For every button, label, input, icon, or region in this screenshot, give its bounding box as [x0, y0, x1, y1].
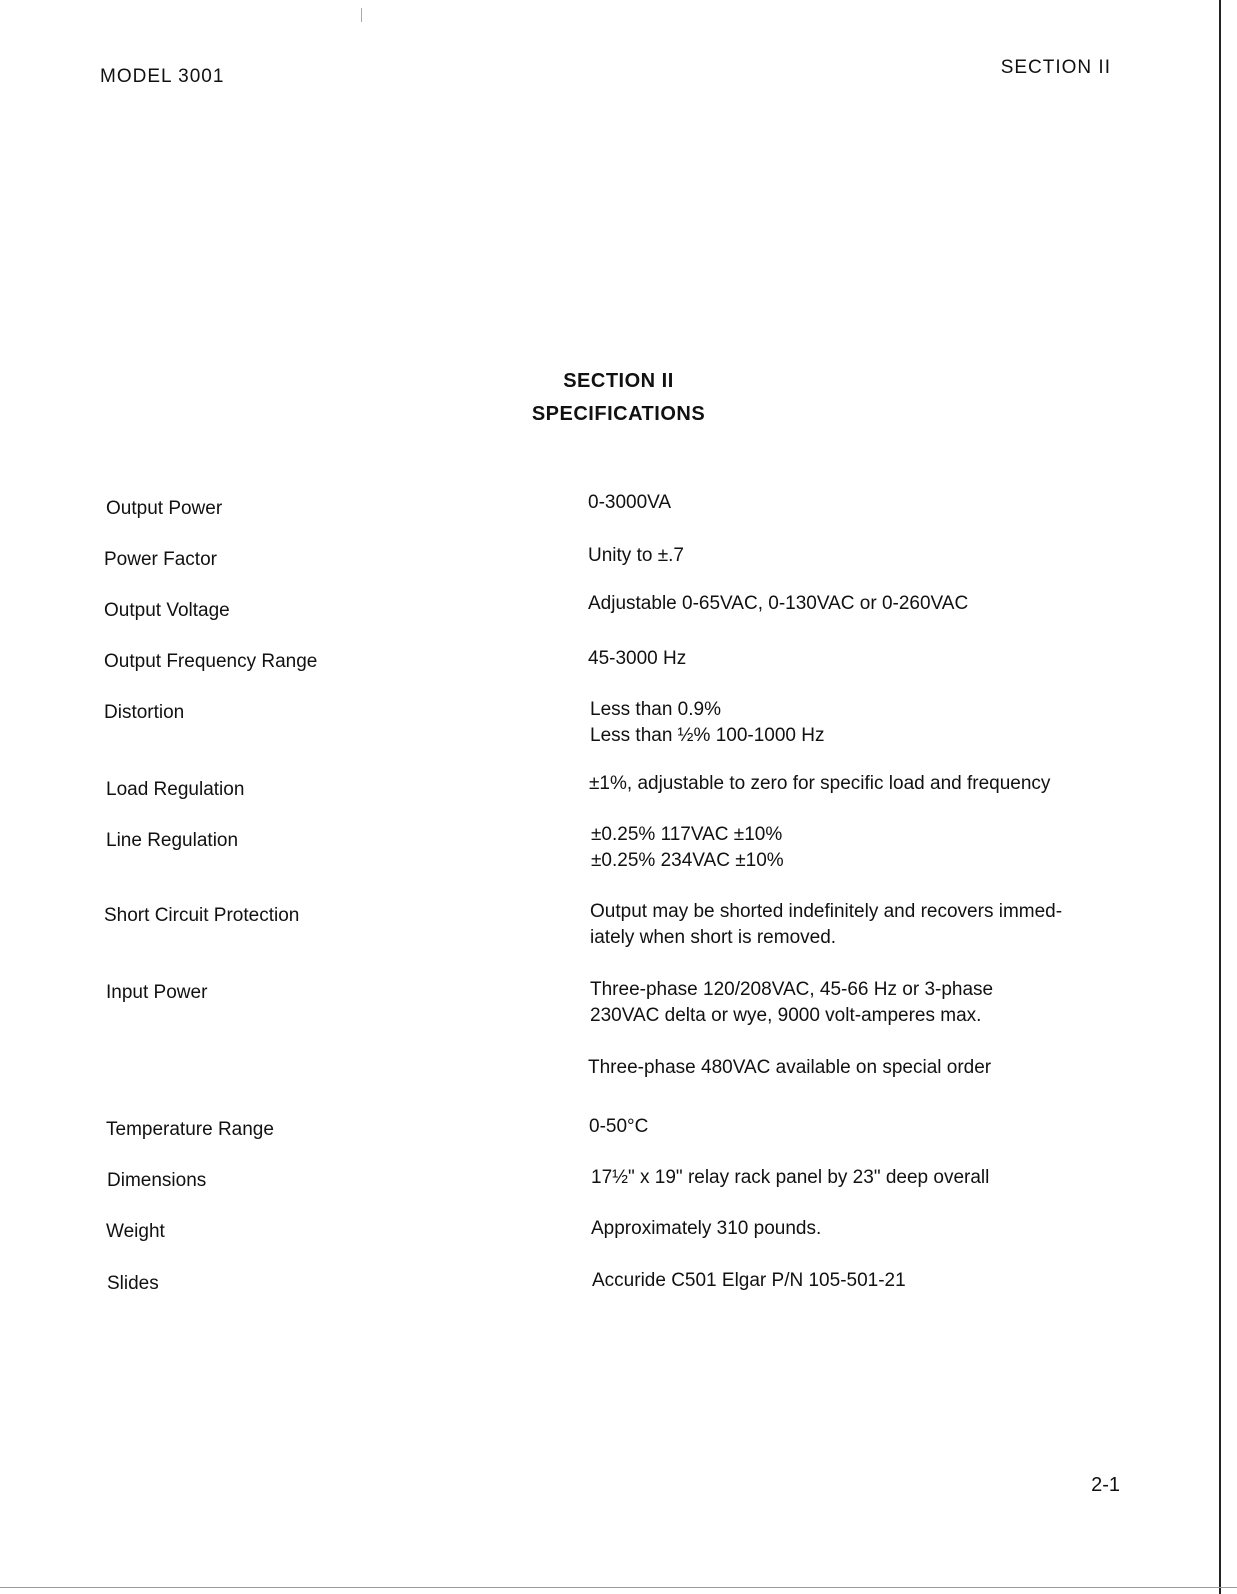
spec-label: Distortion — [104, 702, 185, 723]
page-edge-bottom — [0, 1587, 1237, 1588]
spec-value-line: ±1%, adjustable to zero for specific load and frequency — [589, 773, 1051, 794]
spec-value — [588, 490, 1148, 516]
spec-value-line: 0-3000VA — [588, 492, 672, 513]
spec-value-line: Less than ½% 100-1000 Hz — [590, 725, 825, 746]
spec-label: Slides — [107, 1273, 159, 1294]
spec-value-line: ±0.25% 234VAC ±10% — [591, 850, 784, 871]
header-model: MODEL 3001 — [100, 66, 225, 87]
spec-label: Temperature Range — [106, 1119, 274, 1140]
section-title: SECTION II — [563, 370, 674, 392]
spec-value — [590, 977, 1150, 1029]
spec-value-line: iately when short is removed. — [590, 927, 837, 948]
spec-value-line: Three-phase 120/208VAC, 45-66 Hz or 3-phase — [590, 979, 994, 1000]
spec-value — [588, 543, 1148, 569]
spec-label: Output Voltage — [104, 600, 230, 621]
spec-value — [590, 697, 1150, 749]
spec-value — [591, 822, 1151, 874]
page-number: 2-1 — [1091, 1474, 1120, 1496]
spec-value — [590, 899, 1150, 951]
spec-label: Output Frequency Range — [104, 651, 318, 672]
spec-value-line: 0-50°C — [589, 1116, 649, 1137]
spec-label: Weight — [106, 1221, 165, 1242]
spec-value — [589, 771, 1149, 797]
spec-value-line: Approximately 310 pounds. — [591, 1218, 822, 1239]
spec-label: Line Regulation — [106, 830, 239, 851]
header-section: SECTION II — [1000, 57, 1111, 78]
spec-value — [591, 1165, 1151, 1191]
spec-value-line: Three-phase 480VAC available on special order — [588, 1057, 992, 1078]
spec-value-line: 17½" x 19" relay rack panel by 23" deep overall — [591, 1167, 990, 1188]
spec-value — [588, 1055, 1148, 1081]
page-edge-right — [1219, 0, 1221, 1594]
spec-value-line: 45-3000 Hz — [588, 648, 687, 669]
spec-value-line: Adjustable 0-65VAC, 0-130VAC or 0-260VAC — [588, 593, 969, 614]
spec-value — [588, 591, 1148, 617]
spec-label: Input Power — [106, 982, 208, 1003]
section-subtitle: SPECIFICATIONS — [531, 403, 706, 425]
spec-label: Short Circuit Protection — [104, 905, 300, 926]
spec-value-line: Output may be shorted indefinitely and recovers immed- — [590, 901, 1063, 922]
scan-mark — [361, 8, 362, 22]
spec-value — [589, 1114, 1149, 1140]
spec-value-line: Less than 0.9% — [590, 699, 721, 720]
spec-label: Power Factor — [104, 549, 217, 570]
spec-value-line: ±0.25% 117VAC ±10% — [591, 824, 783, 845]
spec-value-line: 230VAC delta or wye, 9000 volt-amperes max. — [590, 1005, 982, 1026]
spec-value — [588, 646, 1148, 672]
spec-value — [592, 1268, 1152, 1294]
spec-label: Load Regulation — [106, 779, 245, 800]
spec-value-line: Accuride C501 Elgar P/N 105-501-21 — [592, 1270, 906, 1291]
spec-label: Output Power — [106, 498, 223, 519]
spec-value-line: Unity to ±.7 — [588, 545, 684, 566]
spec-label: Dimensions — [107, 1170, 207, 1191]
spec-value — [591, 1216, 1151, 1242]
